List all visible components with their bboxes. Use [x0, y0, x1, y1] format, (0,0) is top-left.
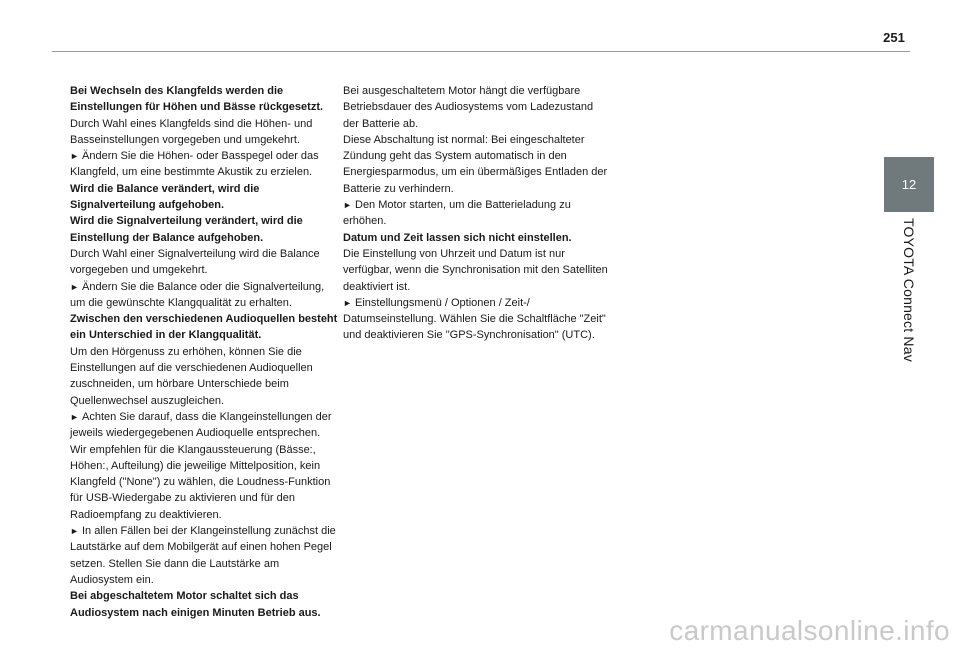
paragraph-text: Bei Wechseln des Klangfelds werden die Einstellungen für Höhen und Bässe rückgesetzt. [70, 85, 324, 114]
left-column [70, 83, 338, 621]
paragraph-text: Datum und Zeit lassen sich nicht einstellen. [343, 231, 572, 244]
paragraph-text: Durch Wahl einer Signalverteilung wird die Balance vorgegeben und umgekehrt. [70, 247, 320, 277]
chapter-tab [884, 157, 934, 212]
section-heading [70, 83, 338, 116]
paragraph-text: Die Einstellung von Uhrzeit und Datum ist nur verfügbar, wenn die Synchronisation mit den Satelliten deaktiviert ist. [343, 247, 608, 293]
arrow-icon: ► [70, 526, 79, 537]
paragraph-text: Diese Abschaltung ist normal: Bei eingeschalteter Zündung geht das System automatisch in den Energiesparmodus, um ein übermäßiges Entladen der Batterie zu verhindern. [343, 133, 608, 195]
header-divider [52, 51, 910, 52]
section-heading [70, 311, 338, 344]
arrow-icon: ► [70, 411, 79, 422]
paragraph-text: Den Motor starten, um die Batterieladung zu erhöhen. [343, 199, 571, 228]
paragraph-text: Achten Sie darauf, dass die Klangeinstellungen der jeweils wiedergegebenen Audioquelle entsprechen. Wir empfehlen für die Klangaussteuerung (Bässe:, Höhen:, Aufteilung) die jeweilige Mittelposition, kein Klangfeld ("None") zu wählen, die Loudness-Funktion für USB-Wiedergabe zu aktivieren und für den Radioempfang zu deaktivieren. [70, 410, 332, 521]
instruction-step [70, 148, 338, 181]
body-paragraph [343, 246, 611, 295]
section-heading [70, 181, 338, 214]
instruction-step [70, 279, 338, 312]
body-paragraph [70, 116, 338, 149]
arrow-icon: ► [343, 297, 352, 308]
paragraph-text: In allen Fällen bei der Klangeinstellung zunächst die Lautstärke auf dem Mobilgerät auf einen hohen Pegel setzen. Stellen Sie dann die Lautstärke am Audiosystem ein. [70, 525, 336, 586]
instruction-step [343, 197, 611, 230]
arrow-icon: ► [70, 281, 79, 292]
page-number: 251 [883, 30, 905, 45]
body-paragraph [70, 246, 338, 279]
paragraph-text: Zwischen den verschiedenen Audioquellen besteht ein Unterschied in der Klangqualität. [70, 313, 338, 342]
chapter-title: TOYOTA Connect Nav [901, 218, 917, 362]
body-paragraph [343, 83, 611, 132]
paragraph-text: Ändern Sie die Höhen- oder Basspegel oder das Klangfeld, um eine bestimmte Akustik zu erzielen. [70, 150, 319, 179]
chapter-number: 12 [901, 177, 917, 192]
body-paragraph [70, 344, 338, 409]
paragraph-text: Einstellungsmenü / Optionen / Zeit-/ Datumseinstellung. Wählen Sie die Schaltfläche "Zeit" und deaktivieren Sie "GPS-Synchronisation" (UTC). [343, 296, 606, 342]
right-column [343, 83, 611, 344]
arrow-icon: ► [343, 200, 352, 211]
instruction-step [70, 523, 338, 588]
paragraph-text: Bei ausgeschaltetem Motor hängt die verfügbare Betriebsdauer des Audiosystems vom Ladezustand der Batterie ab. [343, 85, 594, 130]
watermark: carmanualsonline.info [669, 615, 950, 646]
instruction-step [70, 409, 338, 523]
section-heading [343, 230, 611, 246]
instruction-step [343, 295, 611, 344]
arrow-icon: ► [70, 151, 79, 162]
paragraph-text: Bei abgeschaltetem Motor schaltet sich das Audiosystem nach einigen Minuten Betrieb aus. [70, 590, 321, 619]
paragraph-text: Durch Wahl eines Klangfelds sind die Höhen- und Basseinstellungen vorgegeben und umgekehrt. [70, 117, 313, 146]
paragraph-text: Um den Hörgenuss zu erhöhen, können Sie die Einstellungen auf die verschiedenen Audioquellen zuschneiden, um hörbare Unterschiede beim Quellenwechsel auszugleichen. [70, 345, 313, 407]
paragraph-text: Ändern Sie die Balance oder die Signalverteilung, um die gewünschte Klangqualität zu erhalten. [70, 280, 325, 309]
section-heading [70, 588, 338, 621]
paragraph-text: Wird die Signalverteilung verändert, wird die Einstellung der Balance aufgehoben. [70, 215, 303, 244]
paragraph-text: Wird die Balance verändert, wird die Signalverteilung aufgehoben. [70, 182, 260, 212]
section-heading [70, 213, 338, 246]
body-paragraph [343, 132, 611, 197]
